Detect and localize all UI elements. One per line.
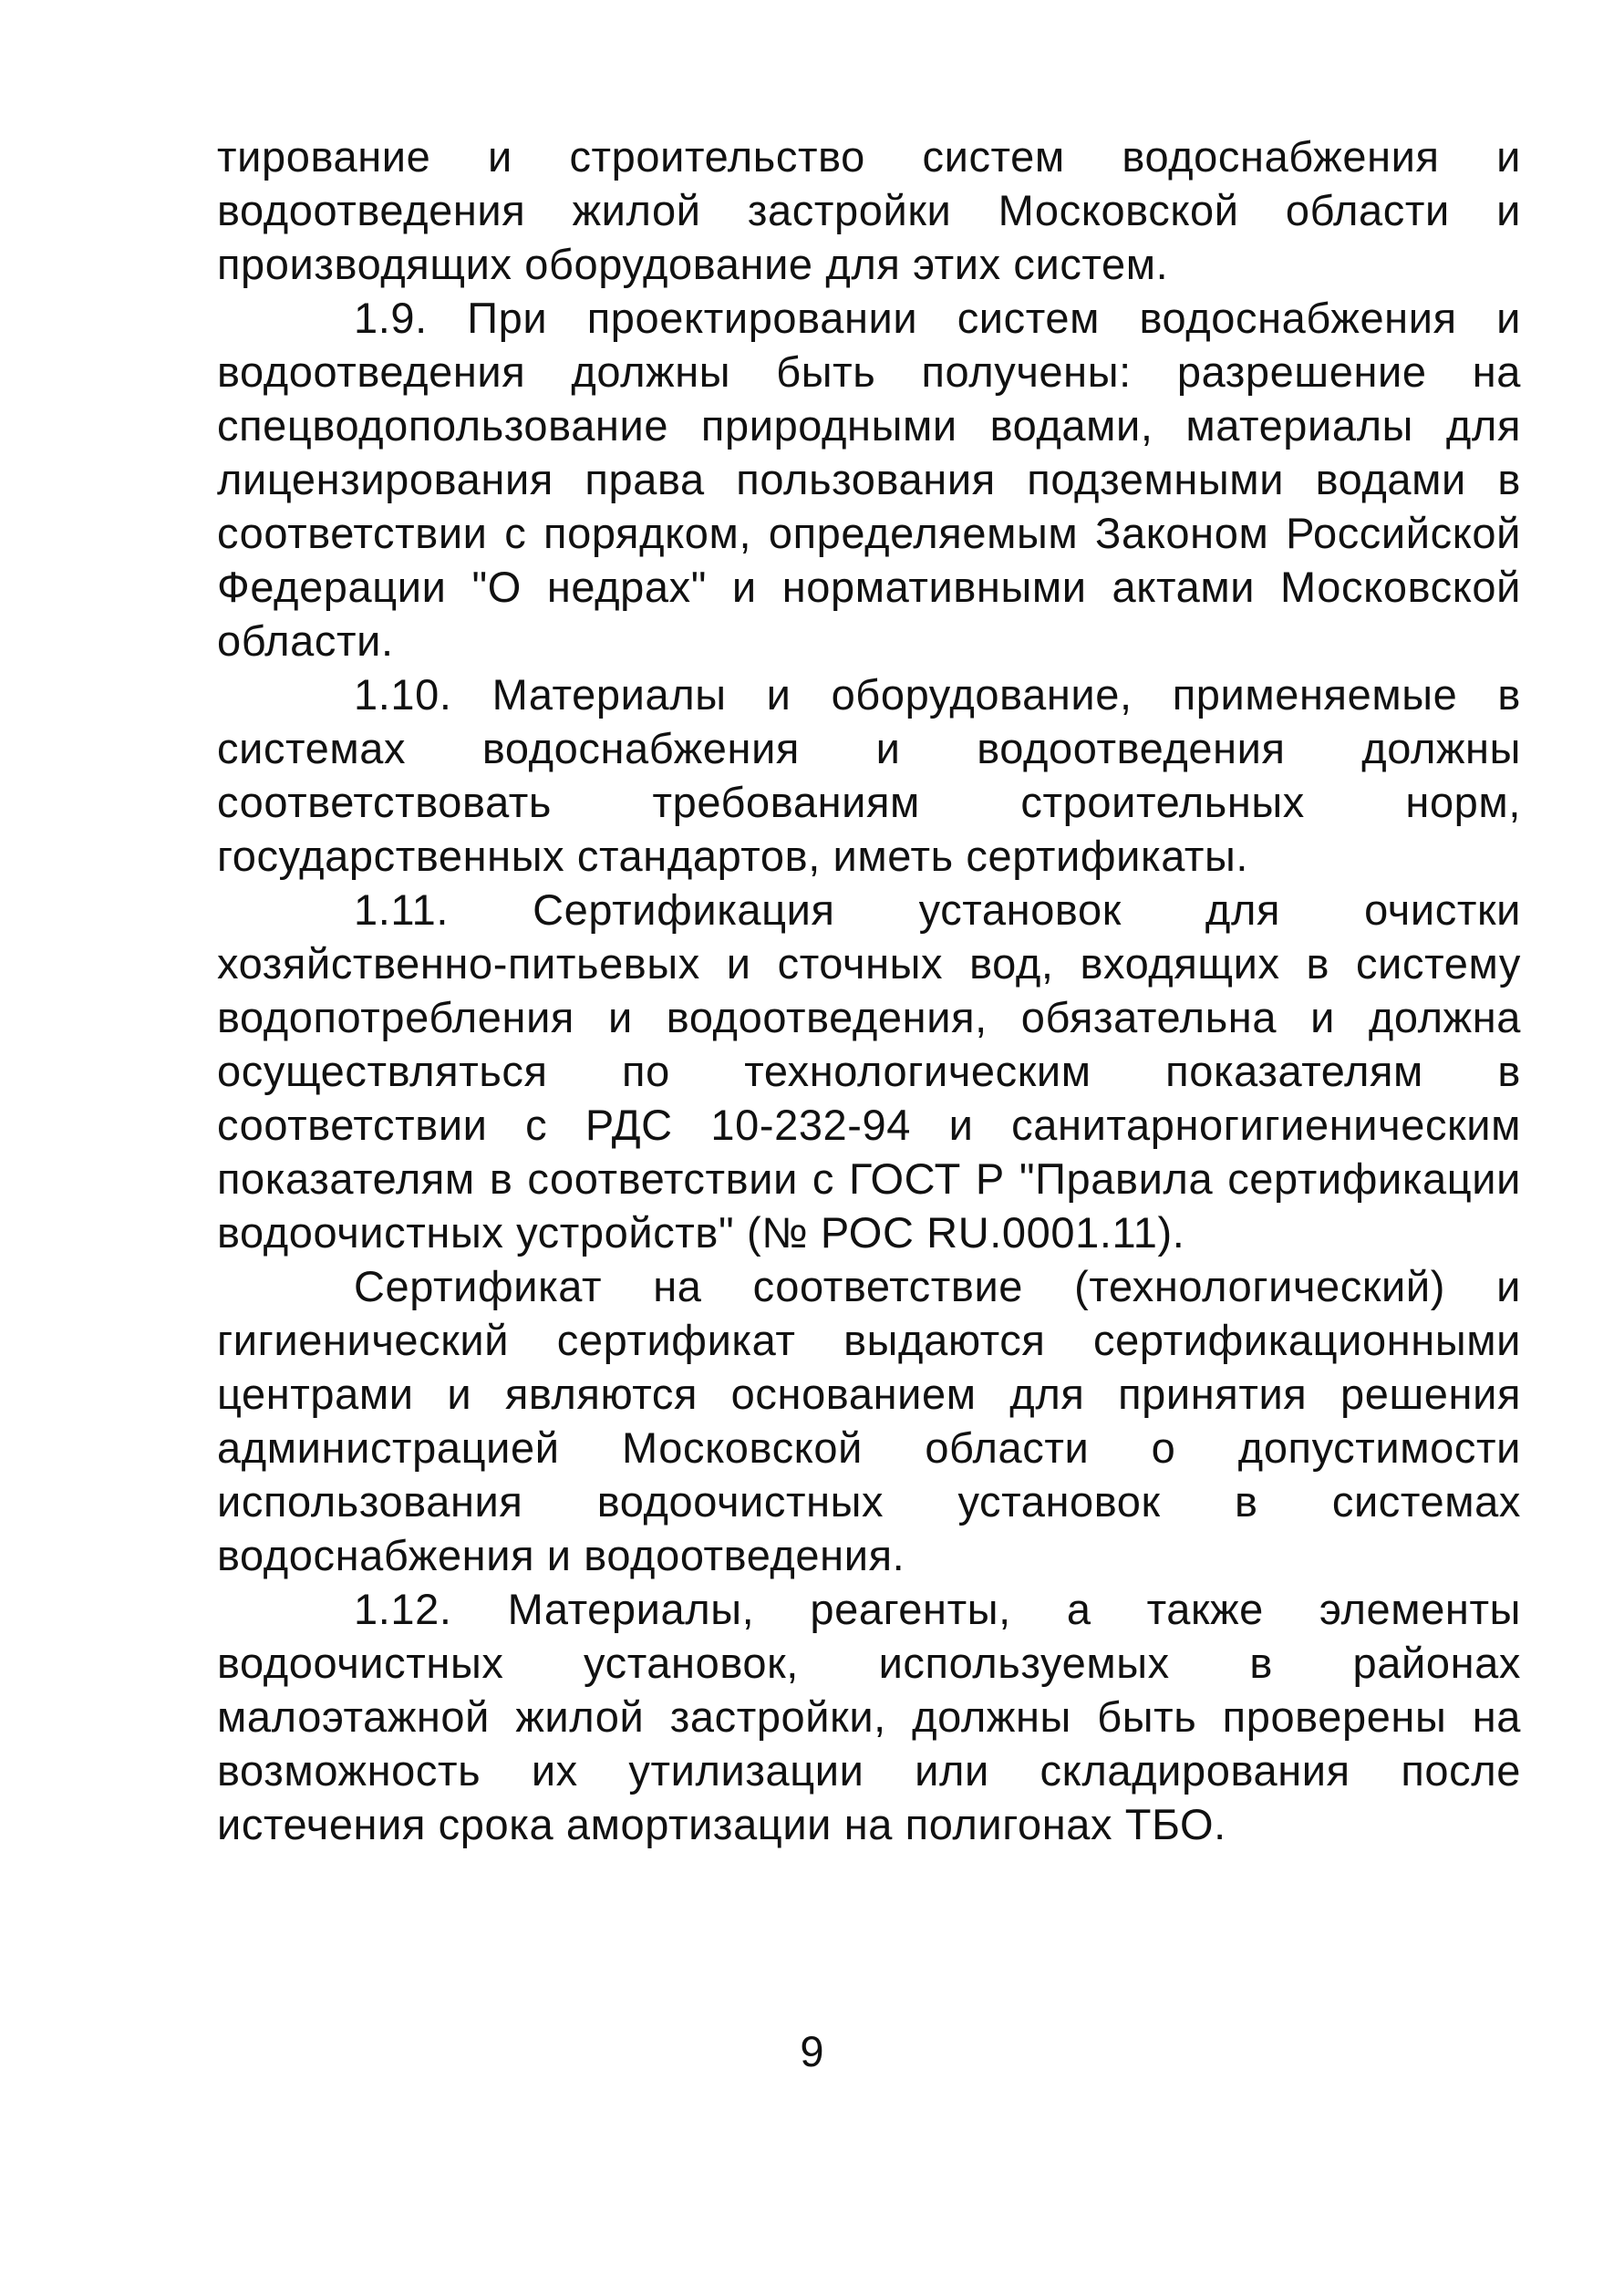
paragraph-continuation: тирование и строительство систем водоснабжения и водоотведения жилой застройки Московской области и производящих оборудование для этих систем. <box>217 132 1521 288</box>
body-text <box>217 129 1521 1851</box>
paragraph-1-11: 1.11. Сертификация установок для очистки хозяйственно-питьевых и сточных вод, входящих в систему водопотребления и водоотведения, обязательна и должна осуществляться по технологическим показателям в соответствии с РДС 10-232-94 и санитарногигиеническим показателям в соответствии с ГОСТ Р "Правила сертификации водоочистных устройств" (№ РОС RU.0001.11). <box>217 885 1521 1257</box>
paragraph-1-10: 1.10. Материалы и оборудование, применяемые в системах водоснабжения и водоотведения должны соответствовать требованиям строительных норм, государственных стандартов, иметь сертификаты. <box>217 670 1521 880</box>
paragraph-1-12: 1.12. Материалы, реагенты, а также элементы водоочистных установок, используемых в районах малоэтажной жилой застройки, должны быть проверены на возможность их утилизации или складирования после истечения срока амортизации на полигонах ТБО. <box>217 1585 1521 1848</box>
page-number: 9 <box>800 2027 824 2075</box>
paragraph-certificate: Сертификат на соответствие (технологический) и гигиенический сертификат выдаются сертификационными центрами и являются основанием для принятия решения администрацией Московской области о допустимости использования водоочистных установок в системах водоснабжения и водоотведения. <box>217 1262 1521 1579</box>
paragraph-1-9: 1.9. При проектировании систем водоснабжения и водоотведения должны быть получены: разрешение на спецводопользование природными водами, материалы для лицензирования права пользования подземными водами в соответствии с порядком, определяемым Законом Российской Федерации "О недрах" и нормативными актами Московской области. <box>217 294 1521 665</box>
